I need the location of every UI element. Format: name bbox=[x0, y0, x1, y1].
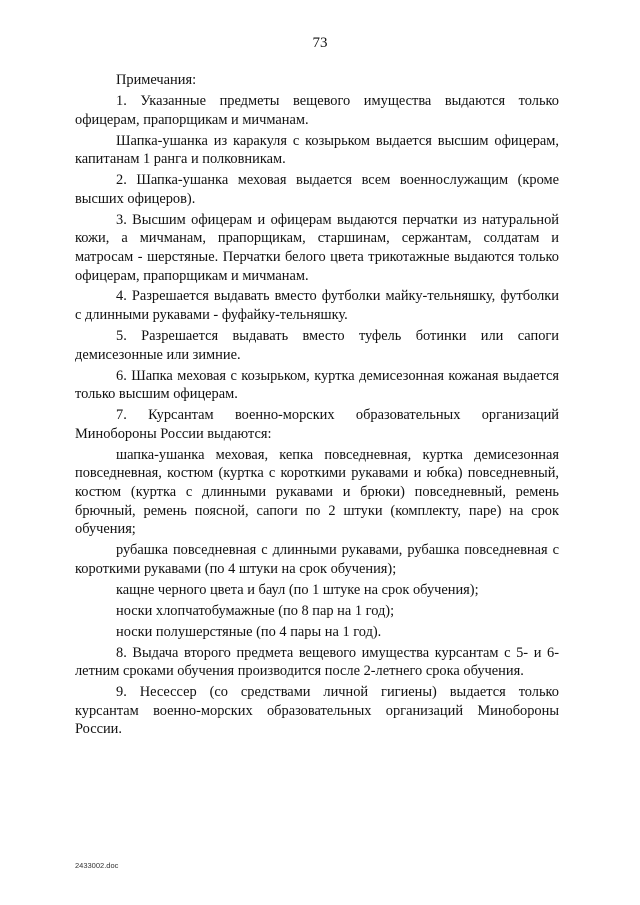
note-paragraph-3: 3. Высшим офицерам и офицерам выдаются перчатки из натуральной кожи, а мичманам, прапорщикам, старшинам, сержантам, солдатам и матросам - шерстяные. Перчатки белого цвета трикотажные выдаются только офицерам, прапорщикам и мичманам. bbox=[75, 211, 559, 284]
note-paragraph-9: 9. Несессер (со средствами личной гигиены) выдается только курсантам военно-морских образовательных организаций Минобороны России. bbox=[75, 684, 559, 738]
note-paragraph-7: 7. Курсантам военно-морских образовательных организаций Минобороны России выдаются: bbox=[75, 407, 559, 442]
note-paragraph-7-items-a: шапка-ушанка меховая, кепка повседневная, куртка демисезонная повседневная, костюм (куртка с короткими рукавами и юбка) повседневный, костюм (куртка с длинными рукавами и брюки) повседневный, ремень брючный, ремень поясной, сапоги по 2 штуки (комплекту, паре) на срок обучения; bbox=[75, 446, 559, 538]
note-paragraph-5: 5. Разрешается выдавать вместо туфель ботинки или сапоги демисезонные или зимние. bbox=[75, 328, 559, 363]
note-paragraph-7-items-c: кащне черного цвета и баул (по 1 штуке на срок обучения); bbox=[116, 581, 479, 598]
note-paragraph-8: 8. Выдача второго предмета вещевого имущества курсантам с 5- и 6-летним сроками обучения производится после 2-летнего срока обучения. bbox=[75, 644, 559, 680]
note-paragraph-7-items-e: носки полушерстяные (по 4 пары на 1 год). bbox=[116, 623, 382, 640]
note-paragraph-2: 2. Шапка-ушанка меховая выдается всем военнослужащим (кроме высших офицеров). bbox=[75, 172, 559, 207]
note-paragraph-7-items-d: носки хлопчатобумажные (по 8 пар на 1 год); bbox=[116, 602, 395, 619]
file-name-footer: 2433002.doc bbox=[75, 861, 119, 870]
notes-body bbox=[75, 71, 559, 741]
note-paragraph-7-items-b: рубашка повседневная с длинными рукавами, рубашка повседневная с короткими рукавами (по 4 штуки на срок обучения); bbox=[75, 542, 559, 577]
page-number: 73 bbox=[312, 35, 328, 51]
note-paragraph-1: 1. Указанные предметы вещевого имущества выдаются только офицерам, прапорщикам и мичманам. bbox=[75, 92, 559, 128]
note-paragraph-6: 6. Шапка меховая с козырьком, куртка демисезонная кожаная выдается только высшим офицерам. bbox=[75, 367, 559, 403]
notes-heading: Примечания: bbox=[116, 72, 197, 88]
note-paragraph-1b: Шапка-ушанка из каракуля с козырьком выдается высшим офицерам, капитанам 1 ранга и полковникам. bbox=[75, 132, 559, 168]
note-paragraph-4: 4. Разрешается выдавать вместо футболки майку-тельняшку, футболки с длинными рукавами - фуфайку-тельняшку. bbox=[75, 288, 559, 324]
